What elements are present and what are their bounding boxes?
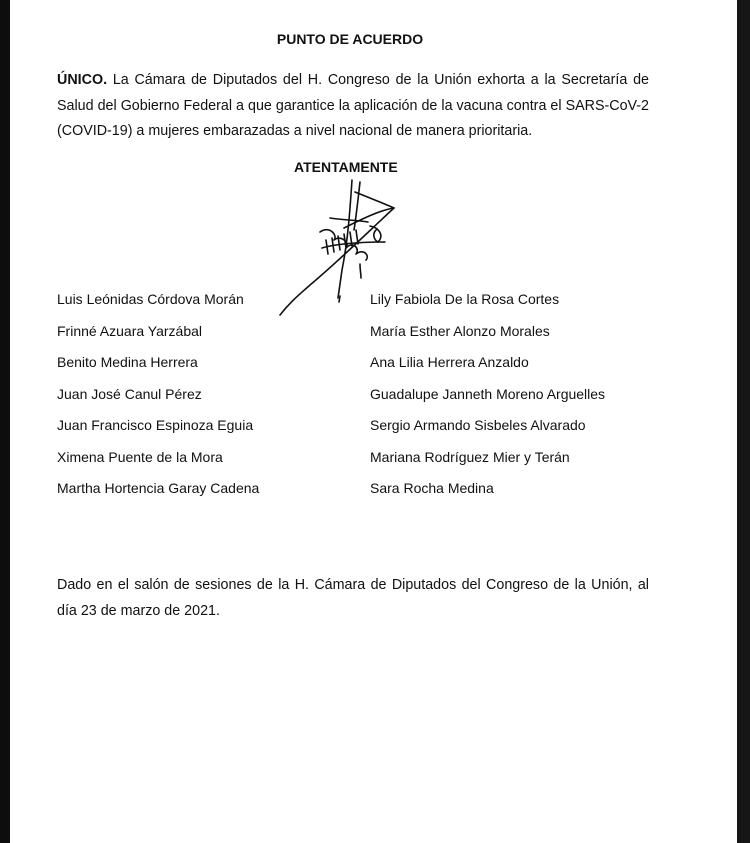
signatory-name: Lily Fabiola De la Rosa Cortes: [370, 291, 560, 307]
closing-salutation: ATENTAMENTE: [294, 159, 398, 175]
scan-edge-right: [737, 0, 750, 843]
signatory-name: Frinné Azuara Yarzábal: [57, 322, 203, 339]
closing-paragraph: Dado en el salón de sesiones de la H. Cámara de Diputados del Congreso de la Unión, al día 23 de marzo de 2021.: [57, 577, 649, 619]
signatories-left-column: [57, 291, 259, 512]
signatory-name: Guadalupe Janneth Moreno Arguelles: [370, 385, 606, 402]
resolution-paragraph: [57, 68, 649, 145]
signatory-name: Sergio Armando Sisbeles Alvarado: [370, 417, 586, 433]
signatory-name: Ana Lilia Herrera Anzaldo: [370, 354, 529, 370]
resolution-text: La Cámara de Diputados del H. Congreso de la Unión exhorta a la Secretaría de Salud del Gobierno Federal a que garantice la aplicación de la vacuna contra el SARS-CoV-2 (COVID-19) a mujeres embarazadas a nivel nacional de manera prioritaria.: [57, 72, 649, 139]
signatory-name: Ximena Puente de la Mora: [57, 448, 223, 465]
signatory-name: María Esther Alonzo Morales: [370, 322, 550, 339]
signatories-right-column: [370, 291, 605, 512]
signatory-name: Sara Rocha Medina: [370, 480, 494, 496]
resolution-label: ÚNICO.: [57, 72, 108, 88]
signatory-name: Mariana Rodríguez Mier y Terán: [370, 448, 570, 465]
signatory-name: Juan Francisco Espinoza Eguia: [57, 417, 254, 433]
document-title: PUNTO DE ACUERDO: [276, 31, 424, 47]
signatory-name: Luis Leónidas Córdova Morán: [57, 291, 244, 307]
document-page: [10, 0, 737, 843]
signatory-name: Juan José Canul Pérez: [57, 385, 202, 402]
scan-edge-left: [0, 0, 10, 843]
signatory-name: Benito Medina Herrera: [57, 354, 198, 370]
signatory-name: Martha Hortencia Garay Cadena: [57, 480, 260, 496]
